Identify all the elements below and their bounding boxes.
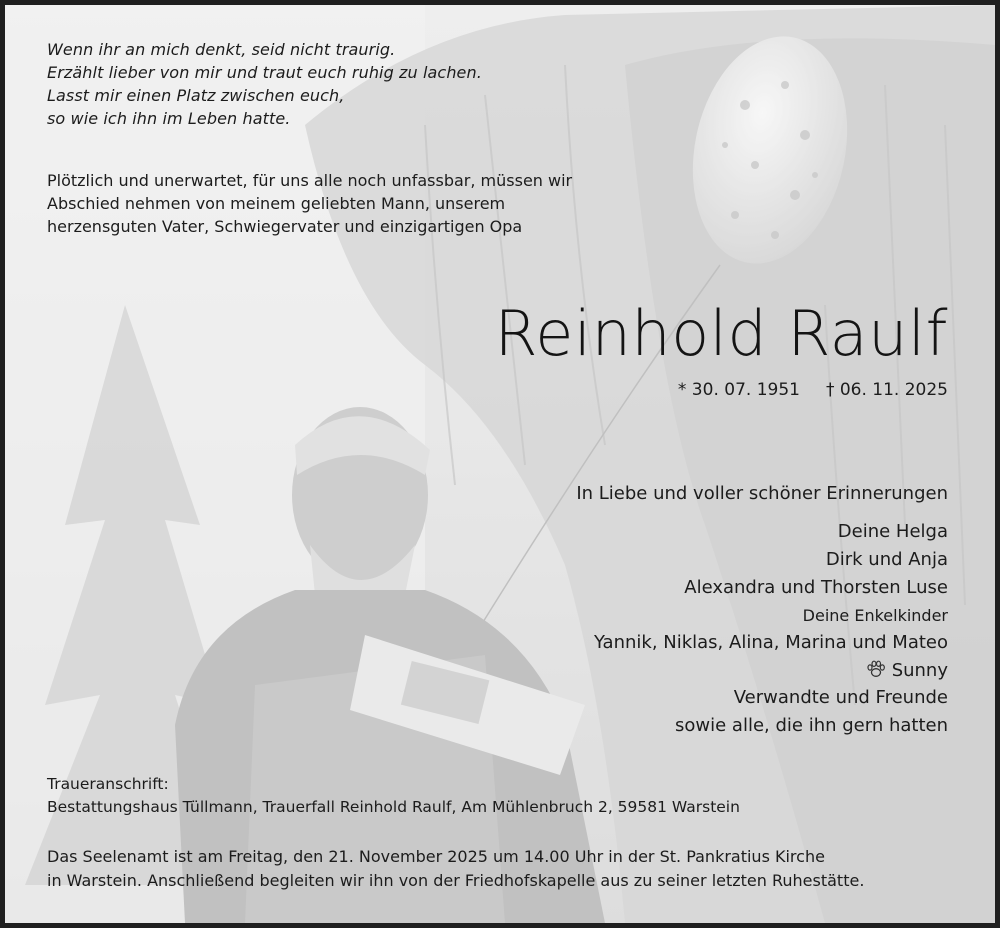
mourner-wife: Deine Helga	[837, 521, 948, 542]
mourner-daughter: Alexandra und Thorsten Luse	[684, 577, 948, 598]
mourner-pet	[866, 657, 948, 685]
service-line-1: Das Seelenamt ist am Freitag, den 21. November 2025 um 14.00 Uhr in der St. Pankratius Kirche	[47, 847, 825, 866]
poem-line-1: Wenn ihr an mich denkt, seid nicht traurig.	[47, 40, 396, 59]
mourner-others: sowie alle, die ihn gern hatten	[675, 715, 948, 736]
intro-line-3: herzensguten Vater, Schwiegervater und einzigartigen Opa	[47, 217, 523, 236]
poem-line-3: Lasst mir einen Platz zwischen euch,	[47, 86, 345, 105]
grandchildren-names: Yannik, Niklas, Alina, Marina und Mateo	[594, 632, 948, 653]
deceased-name: Reinhold Raulf	[494, 297, 948, 370]
paw-icon	[866, 660, 886, 678]
address-label: Traueranschrift:	[47, 775, 169, 793]
mourner-relatives: Verwandte und Freunde	[733, 687, 948, 708]
poem-line-2: Erzählt lieber von mir und traut euch ruhig zu lachen.	[47, 63, 482, 82]
pet-name: Sunny	[891, 660, 948, 681]
grandchildren-label: Deine Enkelkinder	[802, 606, 948, 625]
mourner-son: Dirk und Anja	[825, 549, 948, 570]
birth-date: * 30. 07. 1951	[677, 380, 800, 400]
life-dates	[678, 380, 948, 400]
service-line-2: in Warstein. Anschließend begleiten wir ihn von der Friedhofskapelle aus zu seiner letzten Ruhestätte.	[47, 871, 865, 890]
poem-line-4: so wie ich ihn im Leben hatte.	[47, 109, 291, 128]
mourners-opening: In Liebe und voller schöner Erinnerungen	[576, 483, 948, 504]
intro-line-1: Plötzlich und unerwartet, für uns alle noch unfassbar, müssen wir	[47, 171, 573, 190]
intro-line-2: Abschied nehmen von meinem geliebten Mann, unserem	[47, 194, 506, 213]
death-date: † 06. 11. 2025	[825, 380, 948, 400]
address-line: Bestattungshaus Tüllmann, Trauerfall Reinhold Raulf, Am Mühlenbruch 2, 59581 Warstein	[47, 798, 740, 816]
